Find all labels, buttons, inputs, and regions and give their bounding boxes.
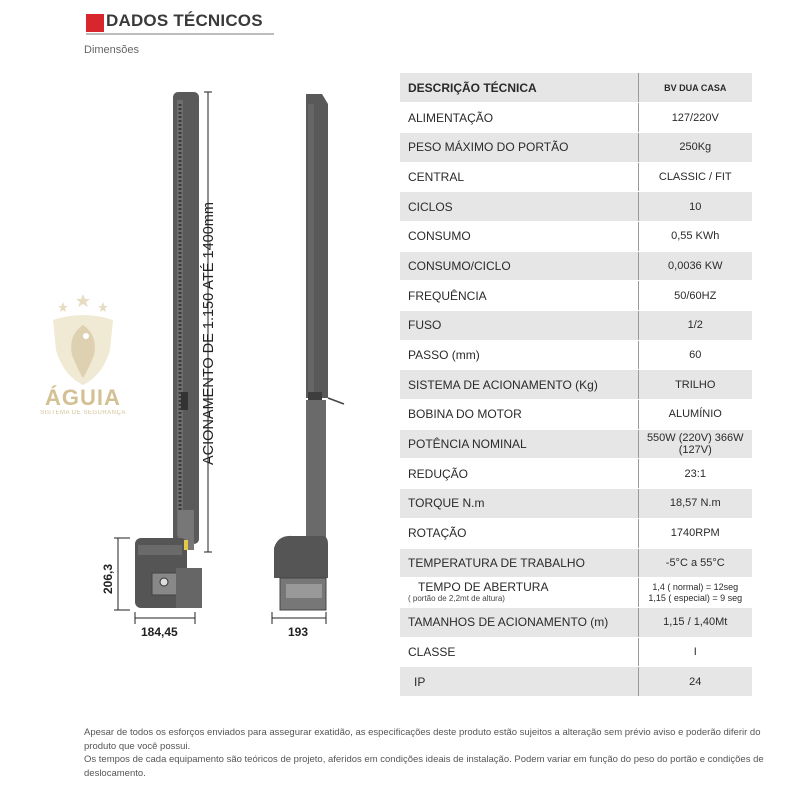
spec-label: FREQUÊNCIA [400,281,638,311]
height-dimension-label: 206,3 [101,563,115,594]
spec-label: IP [400,667,638,697]
spec-label: ALIMENTAÇÃO [400,103,638,133]
table-row [400,340,752,370]
spec-table-header [400,73,752,103]
spec-value: 0,55 KWh [638,221,752,251]
table-row [400,162,752,192]
footer-disclaimer [84,726,764,780]
spec-value: CLASSIC / FIT [638,162,752,192]
spec-value: TRILHO [638,370,752,400]
spec-value: 550W (220V) 366W (127V) [638,429,752,459]
spec-label: ROTAÇÃO [400,518,638,548]
title-divider [86,33,274,35]
table-row [400,103,752,133]
spec-value: 250Kg [638,132,752,162]
table-row [400,429,752,459]
table-row [400,548,752,578]
side-view-actuator [274,94,344,610]
spec-label: CONSUMO/CICLO [400,251,638,281]
table-row [400,667,752,697]
spec-value: -5°C a 55°C [638,548,752,578]
spec-value: 1,15 / 1,40Mt [638,607,752,637]
table-row [400,578,752,608]
table-row [400,132,752,162]
spec-value: ALUMÍNIO [638,400,752,430]
table-row [400,251,752,281]
spec-value-cell [638,578,752,608]
spec-value: 1740RPM [638,518,752,548]
spec-label: CLASSE [400,637,638,667]
spec-value: 1,4 ( normal) = 12seg [652,581,739,592]
spec-value: 10 [638,192,752,222]
spec-label: PASSO (mm) [400,340,638,370]
spec-label: PESO MÁXIMO DO PORTÃO [400,132,638,162]
spec-value: 1/2 [638,311,752,341]
spec-label: TEMPO DE ABERTURA [418,580,549,595]
spec-label: TAMANHOS DE ACIONAMENTO (m) [400,607,638,637]
spec-value: 23:1 [638,459,752,489]
watermark-tagline: SISTEMA DE SEGURANÇA [40,410,126,416]
table-row [400,489,752,519]
table-row [400,281,752,311]
spec-label: CICLOS [400,192,638,222]
spec-value: I [638,637,752,667]
front-view-actuator [135,92,202,608]
spec-value: 127/220V [638,103,752,133]
technical-spec-table [400,73,752,697]
spec-value-secondary: 1,15 ( especial) = 9 seg [648,592,743,603]
spec-label: FUSO [400,311,638,341]
table-row [400,518,752,548]
page-title: DADOS TÉCNICOS [106,11,263,30]
header-model-label: BV DUA CASA [638,73,752,103]
spec-value: 24 [638,667,752,697]
spec-value: 50/60HZ [638,281,752,311]
spec-sublabel: ( portão de 2,2mt de altura) [408,594,505,604]
page-subtitle: Dimensões [84,44,140,56]
header-accent-mark [86,14,104,32]
table-row [400,311,752,341]
side-width-dimension-label: 193 [288,625,309,639]
disclaimer-accuracy: Apesar de todos os esforços enviados para assegurar exatidão, as especificações deste produto estão sujeitos a alteração sem prévio aviso e poderão diferir do produto que você possui. [84,727,761,752]
spec-label: POTÊNCIA NOMINAL [400,429,638,459]
spec-label: TORQUE N.m [400,489,638,519]
spec-value: 0,0036 KW [638,251,752,281]
spec-label: REDUÇÃO [400,459,638,489]
vertical-dimension-label: ACIONAMENTO DE 1.150 ATÉ 1400mm [201,202,217,465]
spec-label: SISTEMA DE ACIONAMENTO (Kg) [400,370,638,400]
table-row [400,637,752,667]
header-description-label: DESCRIÇÃO TÉCNICA [400,73,638,103]
table-row [400,370,752,400]
spec-label: TEMPERATURA DE TRABALHO [400,548,638,578]
table-row [400,400,752,430]
spec-label: CENTRAL [400,162,638,192]
table-row [400,192,752,222]
spec-label: BOBINA DO MOTOR [400,400,638,430]
spec-label-cell [400,578,638,608]
spec-value: 18,57 N.m [638,489,752,519]
product-dimension-drawing [60,70,390,660]
front-width-dimension-label: 184,45 [141,625,178,639]
spec-value: 60 [638,340,752,370]
table-row [400,221,752,251]
table-row [400,459,752,489]
disclaimer-timing: Os tempos de cada equipamento são teóricos de projeto, aferidos em condições ideais de instalação. Podem variar em função do peso do portão e condições de deslocamento. [84,754,764,779]
table-row [400,607,752,637]
spec-label: CONSUMO [400,221,638,251]
watermark-brand-name: ÁGUIA [45,385,121,410]
